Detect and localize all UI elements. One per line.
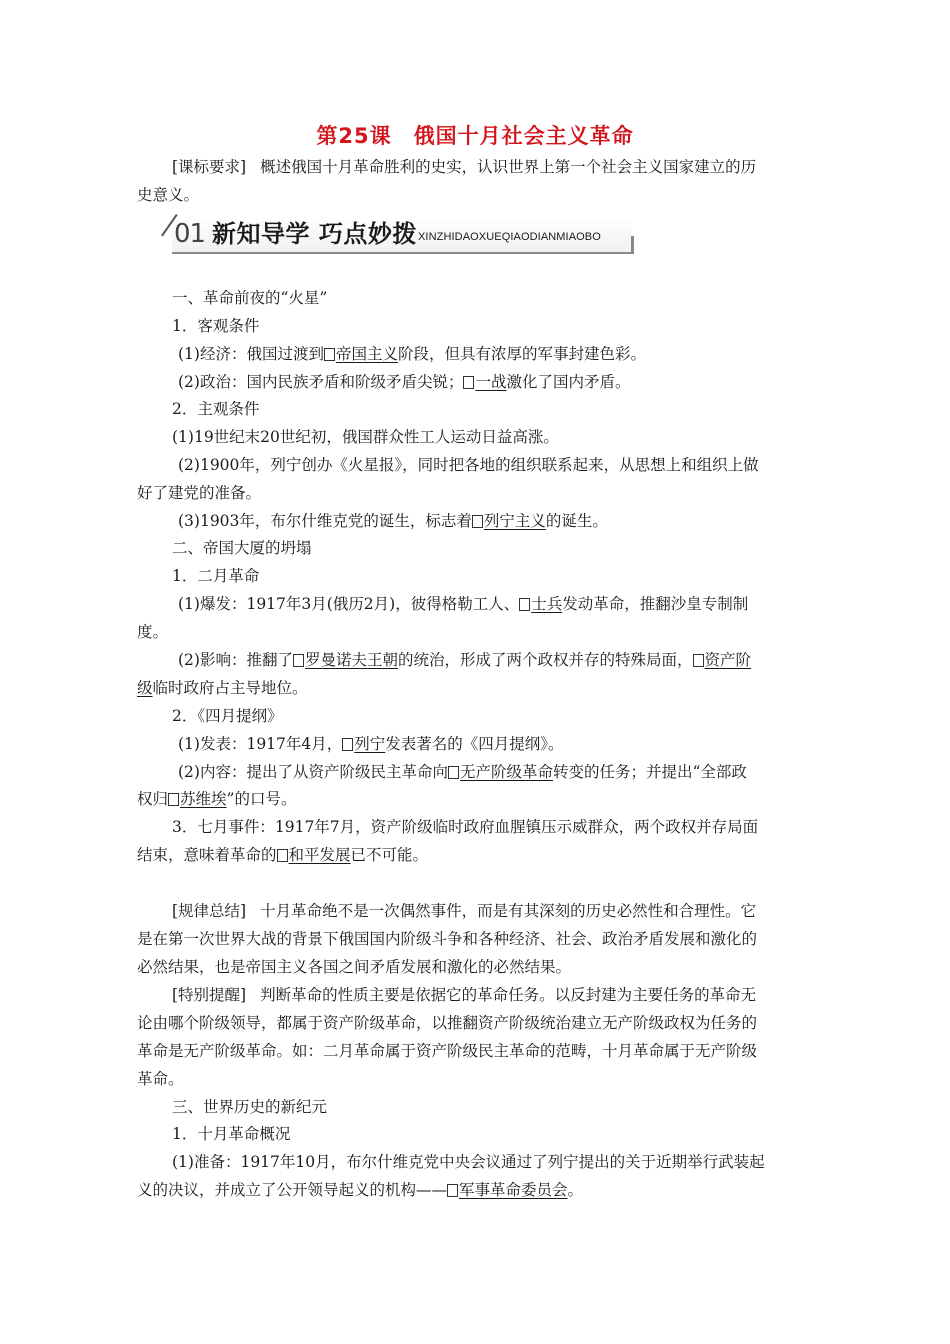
- answer-blank: 一战: [463, 373, 506, 391]
- answer-blank: 罗曼诺夫王朝: [293, 651, 398, 669]
- reminder-tag: [特别提醒]: [172, 986, 247, 1004]
- banner-heading: 新知导学 巧点妙拨: [212, 220, 417, 248]
- paragraph-line: (1)爆发：1917年3月(俄历2月)，彼得格勒工人、 士兵发动革命，推翻沙皇专制制: [178, 595, 749, 613]
- paragraph-line: (2)政治：国内民族矛盾和阶级矛盾尖锐； 一战激化了国内矛盾。: [178, 373, 631, 391]
- answer-blank: 级: [137, 679, 153, 697]
- checkbox-icon: [342, 738, 353, 751]
- paragraph-line: 3．七月事件：1917年7月，资产阶级临时政府血腥镇压示威群众，两个政权并存局面: [172, 818, 759, 836]
- checkbox-icon: [448, 766, 459, 779]
- section-banner: [172, 214, 634, 254]
- answer-blank: 和平发展: [277, 846, 351, 864]
- paragraph-line: 权归 苏维埃”的口号。: [137, 790, 297, 808]
- summary-line-3: 必然结果，也是帝国主义各国之间矛盾发展和激化的必然结果。: [137, 958, 572, 976]
- reminder-line-4: 革命。: [137, 1070, 184, 1088]
- checkbox-icon: [463, 376, 474, 389]
- checkbox-icon: [472, 515, 483, 528]
- subheading: 2．《四月提纲》: [172, 707, 283, 725]
- section-heading: 一、革命前夜的“火星”: [172, 289, 328, 307]
- paragraph-line: 级临时政府占主导地位。: [137, 679, 308, 697]
- answer-blank: 军事革命委员会: [447, 1181, 568, 1199]
- paragraph-line: (3)1903年，布尔什维克党的诞生，标志着 列宁主义的诞生。: [178, 512, 608, 530]
- checkbox-icon: [277, 849, 288, 862]
- paragraph-line: (1)经济：俄国过渡到 帝国主义阶段，但具有浓厚的军事封建色彩。: [178, 345, 646, 363]
- checkbox-icon: [447, 1184, 458, 1197]
- banner-pinyin: XINZHIDAOXUEQIAODIANMIAOBO: [418, 231, 601, 243]
- checkbox-icon: [293, 654, 304, 667]
- paragraph-line: 好了建党的准备。: [137, 484, 262, 502]
- paragraph-line: (2)内容：提出了从资产阶级民主革命向 无产阶级革命转变的任务；并提出“全部政: [178, 763, 747, 781]
- answer-blank: 士兵: [519, 595, 562, 613]
- requirement-text: 概述俄国十月革命胜利的史实，认识世界上第一个社会主义国家建立的历: [260, 158, 757, 176]
- answer-blank: 列宁主义: [472, 512, 546, 530]
- subheading: 1．二月革命: [172, 567, 260, 585]
- subheading: 1．客观条件: [172, 317, 260, 335]
- summary-line-2: 是在第一次世界大战的背景下俄国国内阶级斗争和各种经济、社会、政治矛盾发展和激化的: [137, 930, 758, 948]
- section-heading: 二、帝国大厦的坍塌: [172, 539, 312, 557]
- summary-tag: [规律总结]: [172, 902, 247, 920]
- checkbox-icon: [324, 348, 335, 361]
- answer-blank: 资产阶: [693, 651, 752, 669]
- banner-number: 01: [174, 219, 206, 249]
- paragraph-line: (1)19世纪末20世纪初，俄国群众性工人运动日益高涨。: [172, 428, 559, 446]
- answer-blank: 苏维埃: [168, 790, 227, 808]
- reminder-line-3: 革命是无产阶级革命。如：二月革命属于资产阶级民主革命的范畴，十月革命属于无产阶级: [137, 1042, 758, 1060]
- lesson-title: 第25课 俄国十月社会主义革命: [316, 124, 634, 148]
- banner-cap: [631, 236, 634, 254]
- section-heading: 三、世界历史的新纪元: [172, 1098, 328, 1116]
- checkbox-icon: [693, 654, 704, 667]
- summary-line-1: [规律总结] 十月革命绝不是一次偶然事件，而是有其深刻的历史必然性和合理性。它: [172, 902, 757, 920]
- answer-blank: 列宁: [342, 735, 385, 753]
- paragraph-line: 义的决议，并成立了公开领导起义的机构—— 军事革命委员会。: [137, 1181, 584, 1199]
- requirement-line-2: 史意义。: [137, 186, 200, 204]
- subheading: 1．十月革命概况: [172, 1125, 291, 1143]
- paragraph-line: 度。: [137, 623, 169, 641]
- paragraph-line: (1)发表：1917年4月， 列宁发表著名的《四月提纲》。: [178, 735, 564, 753]
- answer-blank: 无产阶级革命: [448, 763, 553, 781]
- paragraph-line: (1)准备：1917年10月，布尔什维克党中央会议通过了列宁提出的关于近期举行武装起: [172, 1153, 765, 1171]
- paragraph-line: (2)1900年，列宁创办《火星报》，同时把各地的组织联系起来，从思想上和组织上做: [178, 456, 759, 474]
- reminder-line-1: [特别提醒] 判断革命的性质主要是依据它的革命任务。以反封建为主要任务的革命无: [172, 986, 757, 1004]
- checkbox-icon: [168, 793, 179, 806]
- checkbox-icon: [519, 598, 530, 611]
- reminder-line-2: 论由哪个阶级领导，都属于资产阶级革命，以推翻资产阶级统治建立无产阶级政权为任务的: [137, 1014, 758, 1032]
- requirement-tag: [课标要求]: [172, 158, 247, 176]
- requirement-line-1: [172, 157, 756, 177]
- subheading: 2．主观条件: [172, 400, 260, 418]
- paragraph-line: (2)影响：推翻了 罗曼诺夫王朝的统治，形成了两个政权并存的特殊局面， 资产阶: [178, 651, 752, 669]
- answer-blank: 帝国主义: [324, 345, 398, 363]
- paragraph-line: 结束，意味着革命的 和平发展已不可能。: [137, 846, 429, 864]
